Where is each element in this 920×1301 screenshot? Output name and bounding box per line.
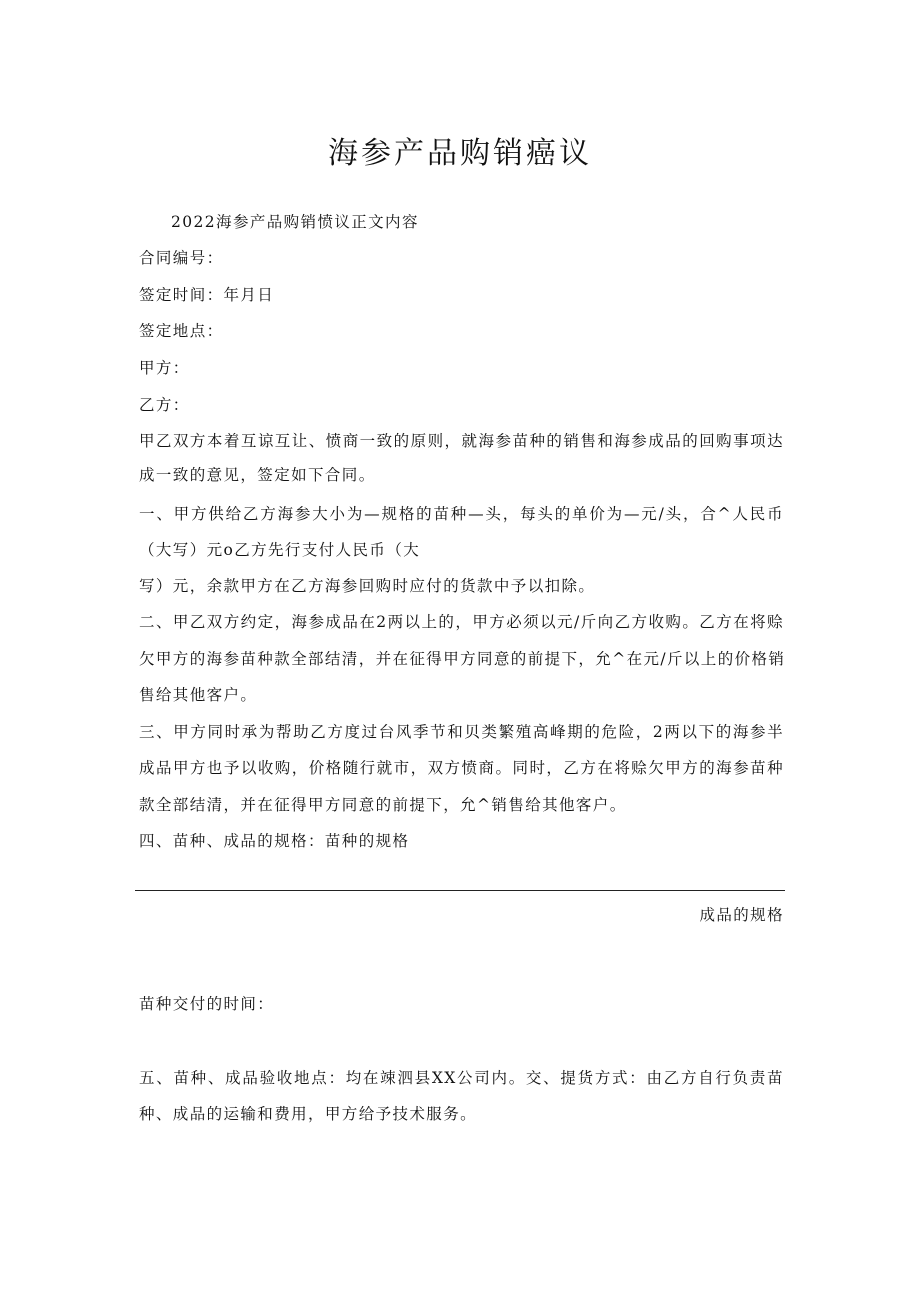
preamble-line-2: 成一致的意见，签定如下合同。 [139,466,376,484]
clause-3-line-3: 款全部结清，并在征得甲方同意的前提下，允^销售给其他客户。 [139,796,627,814]
preamble-line-1: 甲乙双方本着互谅互让、愤商一致的原则，就海参苗种的销售和海参成品的回购事项达 [139,432,784,450]
clause-3-line-2: 成品甲方也予以收购，价格随行就市，双方愤商。同时，乙方在将赊欠甲方的海参苗种 [139,759,784,777]
clause-2-line-2: 欠甲方的海参苗种款全部结清，并在征得甲方同意的前提下，允^在元/斤以上的价格销 [139,650,786,668]
delivery-time-label: 苗种交付的时间： [139,995,275,1013]
sign-date-label: 签定时间：年月日 [139,286,275,304]
party-a-label: 甲方： [139,359,190,377]
party-b-label: 乙方： [139,396,190,414]
sign-place-label: 签定地点： [139,322,224,340]
clause-5-line-2: 种、成品的运输和费用，甲方给予技术服务。 [139,1105,478,1123]
clause-3-line-1: 三、甲方同时承为帮助乙方度过台风季节和贝类繁殖高峰期的危险，2两以下的海参半 [139,723,784,741]
clause-1-line-1: 一、甲方供给乙方海参大小为—规格的苗种—头，每头的单价为—元/头，合^人民币 [139,505,784,523]
clause-4: 四、苗种、成品的规格：苗种的规格 [139,832,410,850]
clause-1-line-2: （大写）元o乙方先行支付人民币（大 [139,541,421,559]
product-spec-label: 成品的规格 [699,906,784,924]
clause-2-line-3: 售给其他客户。 [139,686,258,704]
clause-5-line-1: 五、苗种、成品验收地点：均在竦泗县XX公司内。交、提货方式：由乙方自行负责苗 [139,1069,784,1087]
clause-2-line-1: 二、甲乙双方约定，海参成品在2两以上的，甲方必须以元/斤向乙方收购。乙方在将赊 [139,613,784,631]
divider [135,890,785,891]
page-title: 海参产品购销癌议 [328,136,592,171]
clause-1-line-3: 写）元，余款甲方在乙方海参回购时应付的货款中予以扣除。 [139,577,596,595]
contract-number-label: 合同编号： [139,249,224,267]
subtitle: 2022海参产品购销愤议正文内容 [171,213,419,231]
